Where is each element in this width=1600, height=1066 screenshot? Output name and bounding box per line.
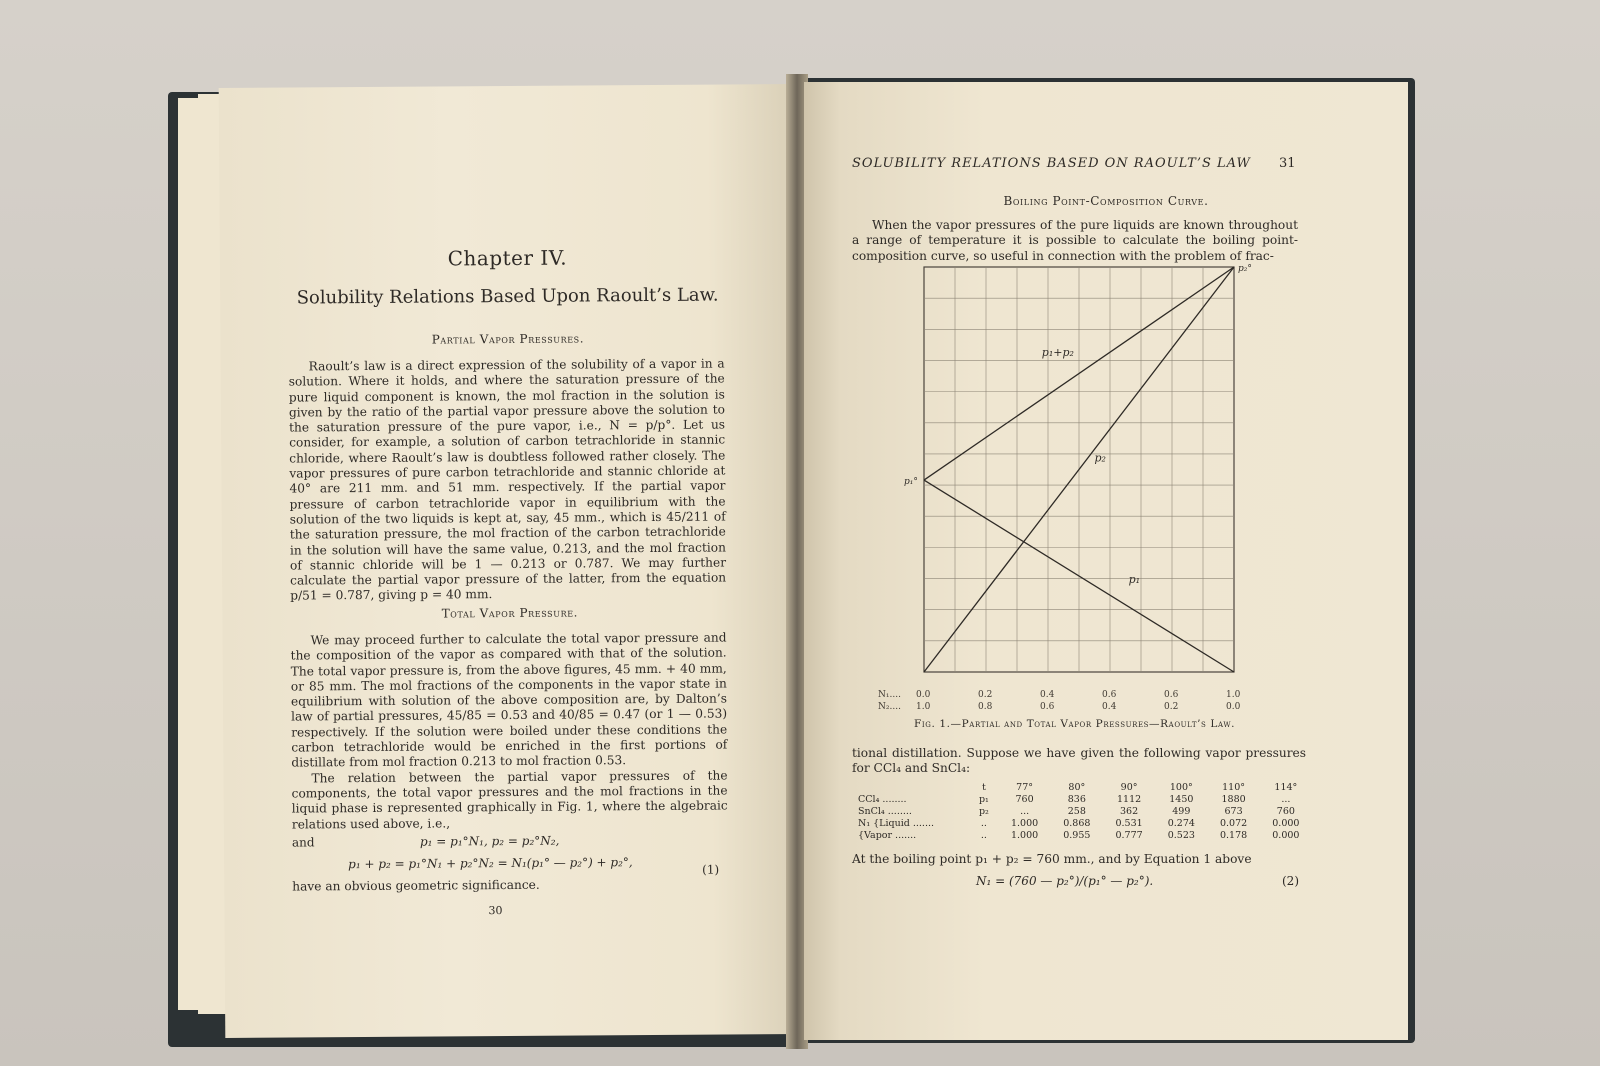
vapor-pressure-chart — [904, 262, 1304, 682]
equation-number: (1) — [702, 862, 720, 877]
tick-label-n2: 0.6 — [1040, 702, 1055, 712]
running-head: SOLUBILITY RELATIONS BASED ON RAOULT’S LAW — [852, 156, 1251, 171]
tick-label-n2: 0.0 — [1226, 702, 1241, 712]
table-cell: 362 — [1120, 806, 1139, 817]
tick-label-n2: 0.2 — [1164, 702, 1179, 712]
paragraph-text: Raoult’s law is a direct expression of the solubility of a vapor in a solution. Where it holds, and where the saturation pressure of the pure liquid component is known, the mol fraction in the solution is given by the ratio of the partial vapor pressure above the solution to the saturation pressure of the pure vapor, i.e., N = p/p°. Let us consider, for example, a solution of carbon tetrachloride in stannic chloride, where Raoult’s law is doubtless followed rather closely. The vapor pressures of pure carbon tetrachloride and stannic chloride at 40° are 211 mm. and 51 mm. respectively. If the partial vapor pressure of carbon tetrachloride vapor in equilibrium with the solution of the two liquids is kept at, say, 45 mm., which is 45/211 of the saturation pressure, the mol fraction of the carbon tetrachloride in the solution will have the same value, 0.213, and the mol fraction of stannic chloride will be 1 — 0.213 or 0.787. We may further calculate the partial vapor pressure of the latter, from the equation p/51 = 0.787, giving p = 40 mm. — [288, 356, 727, 603]
equation-3: N₁ = (760 — p₂°)/(p₁° — p₂°). — [976, 874, 1154, 888]
section-heading-partial: Partial Vapor Pressures. — [431, 331, 585, 347]
series-label: p₁+p₂ — [1041, 346, 1074, 360]
table-header-cell: 77° — [1016, 782, 1034, 793]
page-number-left: 30 — [488, 904, 503, 918]
tick-label-n2: 1.0 — [916, 702, 931, 712]
tick-label-n1: 0.6 — [1164, 690, 1179, 700]
tick-label-n2: 0.4 — [1102, 702, 1117, 712]
table-cell: p₂ — [978, 806, 989, 817]
table-cell: 0.531 — [1115, 818, 1143, 829]
table-header-cell: 80° — [1068, 782, 1086, 793]
table-header-cell: 110° — [1222, 782, 1246, 793]
table-cell — [852, 782, 969, 794]
table-cell: 1112 — [1117, 794, 1142, 805]
page-number-right: 31 — [1279, 156, 1296, 171]
table-header-cell: t — [981, 782, 986, 793]
section-heading-boiling: Boiling Point-Composition Curve. — [1003, 194, 1209, 208]
table-cell: 1.000 — [1010, 818, 1039, 829]
figure-caption: Fig. 1.—Partial and Total Vapor Pressures—Raoult’s Law. — [914, 718, 1236, 730]
axis-label-n2: N₂.... — [878, 702, 901, 712]
table-cell: 0.000 — [1272, 830, 1300, 841]
table-cell: 499 — [1172, 806, 1191, 817]
table-cell: 0.523 — [1167, 830, 1195, 841]
paragraph-partial-vapor — [289, 356, 727, 604]
after-figure-paragraph — [852, 746, 1306, 777]
equation-and: and — [291, 835, 315, 850]
chapter-heading: Chapter IV. — [447, 245, 568, 271]
table-cell: ... — [1281, 794, 1291, 805]
table-cell: 0.868 — [1063, 818, 1091, 829]
table-cell: 1880 — [1221, 794, 1246, 805]
table-cell: 0.955 — [1063, 830, 1091, 841]
right-page — [804, 82, 1408, 1040]
table-cell: p₁ — [978, 794, 989, 805]
table-cell: 760 — [1015, 794, 1034, 805]
tick-label-n2: 0.8 — [978, 702, 993, 712]
table-row-label: {Vapor ....... — [858, 830, 917, 841]
table-header-cell: 114° — [1274, 782, 1298, 793]
point-label-p1: p₁° — [904, 477, 918, 488]
equation-number-2: (2) — [1282, 874, 1299, 888]
equation-1: p₁ = p₁°N₁, p₂ = p₂°N₂, — [419, 833, 560, 849]
table-cell: 0.777 — [1115, 830, 1143, 841]
tick-label-n1: 0.0 — [916, 690, 931, 700]
tick-label-n1: 0.2 — [978, 690, 993, 700]
table-cell: .. — [980, 830, 987, 841]
table-cell: 1.000 — [1010, 830, 1039, 841]
paragraph-text: When the vapor pressures of the pure liquids are known throughout a range of temperature it is possible to calculate the boiling point-composition curve, so useful in connection with the problem of frac- — [852, 218, 1298, 263]
section-heading-total: Total Vapor Pressure. — [441, 605, 579, 621]
table-header-cell: 90° — [1120, 782, 1138, 793]
axis-label-n1: N₁.... — [878, 690, 901, 700]
table-row-label: SnCl₄ ........ — [858, 806, 912, 817]
table-cell: 0.000 — [1272, 818, 1300, 829]
table-row-label: N₁ {Liquid ....... — [858, 818, 935, 829]
table-row — [852, 830, 1312, 842]
tick-label-n1: 0.6 — [1102, 690, 1117, 700]
table-cell: 836 — [1067, 794, 1086, 805]
table-row — [852, 806, 1312, 818]
paragraph-text: The relation between the partial vapor pressures of the components, the total vapor pressures and the mol fractions in the liquid phase is represented graphically in Fig. 1, where the algebraic relations used above, i.e., — [291, 768, 728, 832]
table-cell: 0.274 — [1167, 818, 1195, 829]
table-row-label: CCl₄ ........ — [858, 794, 907, 805]
left-page — [219, 84, 801, 1038]
table-cell: 0.178 — [1219, 830, 1248, 841]
table-cell: 0.072 — [1219, 818, 1248, 829]
paragraph-text: tional distillation. Suppose we have given the following vapor pressures for CCl₄ and SnCl₄: — [852, 746, 1306, 776]
boiling-paragraph — [852, 852, 1306, 867]
table-cell: 258 — [1067, 806, 1086, 817]
table-cell: 1450 — [1169, 794, 1194, 805]
series-label: p₁ — [1128, 572, 1141, 586]
closing-line — [292, 876, 728, 894]
tick-label-n1: 1.0 — [1226, 690, 1241, 700]
equation-2: p₁ + p₂ = p₁°N₁ + p₂°N₂ = N₁(p₁° — p₂°) + p₂°, — [348, 855, 633, 872]
table-row — [852, 818, 1312, 830]
tick-label-n1: 0.4 — [1040, 690, 1055, 700]
table-header-cell: 100° — [1169, 782, 1193, 793]
table-cell: 760 — [1276, 806, 1295, 817]
intro-paragraph — [852, 218, 1298, 264]
table-body — [852, 782, 1312, 842]
paragraph-text: At the boiling point p₁ + p₂ = 760 mm., and by Equation 1 above — [852, 852, 1252, 866]
paragraph-text: have an obvious geometric significance. — [292, 877, 540, 894]
paragraph-text: We may proceed further to calculate the total vapor pressure and the composition of the vapor as compared with that of the solution. The total vapor pressure is, from the above figures, 45 mm. + 40 mm, or 85 mm. The mol fractions of the components in the vapor state in equilibrium with solution of the above composition are, by Dalton’s law of partial pressures, 45/85 = 0.53 and 40/85 = 0.47 (or 1 — 0.53) respectively. If the solution were boiled under these conditions the carbon tetrachloride would be enriched in the first portions of distillate from mol fraction 0.213 to mol fraction 0.53. — [290, 630, 728, 770]
table-header-row — [852, 782, 1312, 794]
chapter-title: Solubility Relations Based Upon Raoult’s Law. — [296, 284, 719, 309]
vapor-pressure-table — [852, 782, 1312, 842]
table-cell: ... — [1020, 806, 1030, 817]
point-label-p2: p₂° — [1238, 264, 1252, 274]
table-cell: 673 — [1224, 806, 1243, 817]
paragraph-total-vapor — [291, 630, 728, 832]
table-cell: .. — [980, 818, 987, 829]
series-label: p₂ — [1094, 451, 1106, 465]
table-row — [852, 794, 1312, 806]
